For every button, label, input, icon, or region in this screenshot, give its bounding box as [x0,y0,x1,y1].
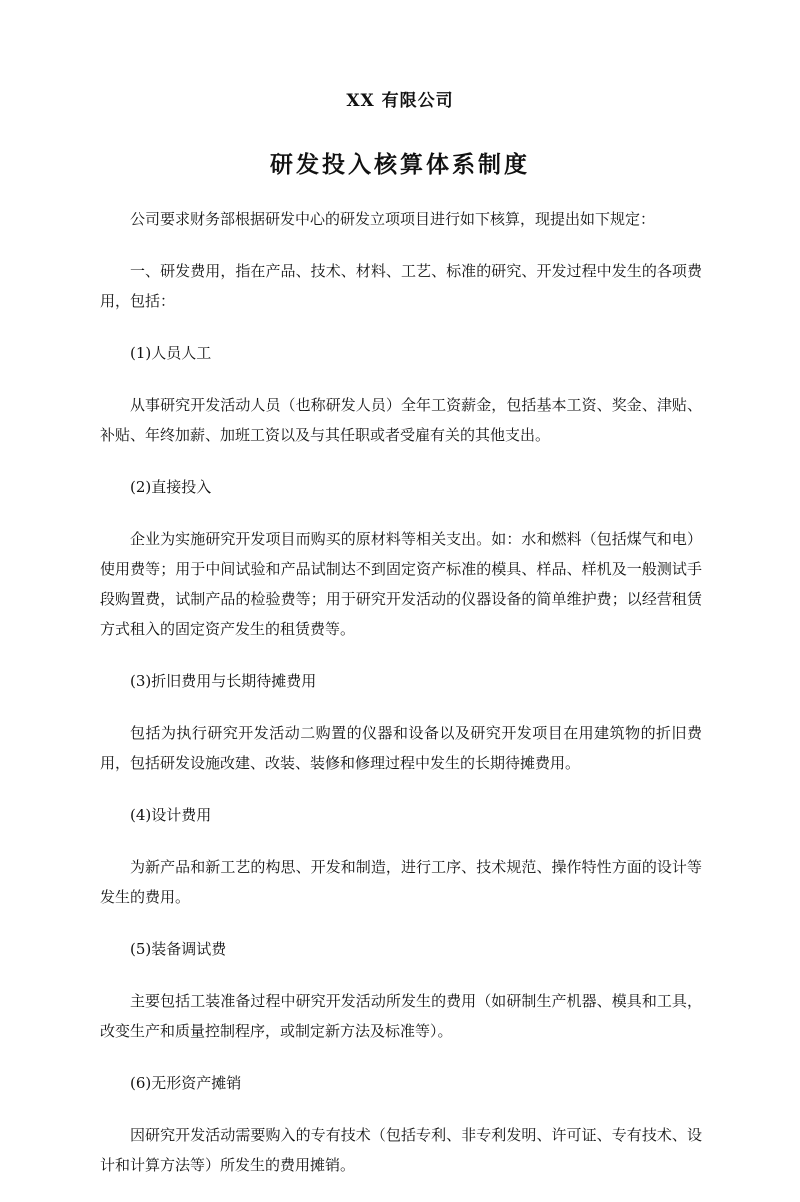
item-6-text: 因研究开发活动需要购入的专有技术（包括专利、非专利发明、许可证、专有技术、设计和计算方法等）所发生的费用摊销。 [100,1126,702,1174]
document-title: 研发投入核算体系制度 [270,151,530,178]
item-5-heading: (5)装备调试费 [130,940,227,958]
item-5-text: 主要包括工装准备过程中研究开发活动所发生的费用（如研制生产机器、模具和工具，改变生产和质量控制程序，或制定新方法及标准等）。 [100,992,702,1040]
item-3-text: 包括为执行研究开发活动二购置的仪器和设备以及研究开发项目在用建筑物的折旧费用，包括研发设施改建、改装、装修和修理过程中发生的长期待摊费用。 [100,724,702,772]
document-body [100,204,702,1202]
item-2-heading: (2)直接投入 [130,478,212,496]
item-4-heading: (4)设计费用 [130,806,212,824]
section-1-paragraph: 一、研发费用，指在产品、技术、材料、工艺、标准的研究、开发过程中发生的各项费用，包括： [100,262,702,310]
item-2-text: 企业为实施研究开发项目而购买的原材料等相关支出。如：水和燃料（包括煤气和电）使用费等；用于中间试验和产品试制达不到固定资产标准的模具、样品、样机及一般测试手段购置费，试制产品的检验费等；用于研究开发活动的仪器设备的简单维护费；以经营租赁方式租入的固定资产发生的租赁费等。 [100,530,702,638]
company-name: XX 有限公司 [346,91,454,111]
item-4-text: 为新产品和新工艺的构思、开发和制造，进行工序、技术规范、操作特性方面的设计等发生的费用。 [100,858,702,906]
item-3-heading: (3)折旧费用与长期待摊费用 [130,672,317,690]
item-1-heading: (1)人员人工 [130,344,212,362]
intro-paragraph: 公司要求财务部根据研发中心的研发立项项目进行如下核算，现提出如下规定： [130,210,656,228]
item-6-heading: (6)无形资产摊销 [130,1074,242,1092]
item-1-text: 从事研究开发活动人员（也称研发人员）全年工资薪金，包括基本工资、奖金、津贴、补贴、年终加薪、加班工资以及与其任职或者受雇有关的其他支出。 [100,396,702,444]
